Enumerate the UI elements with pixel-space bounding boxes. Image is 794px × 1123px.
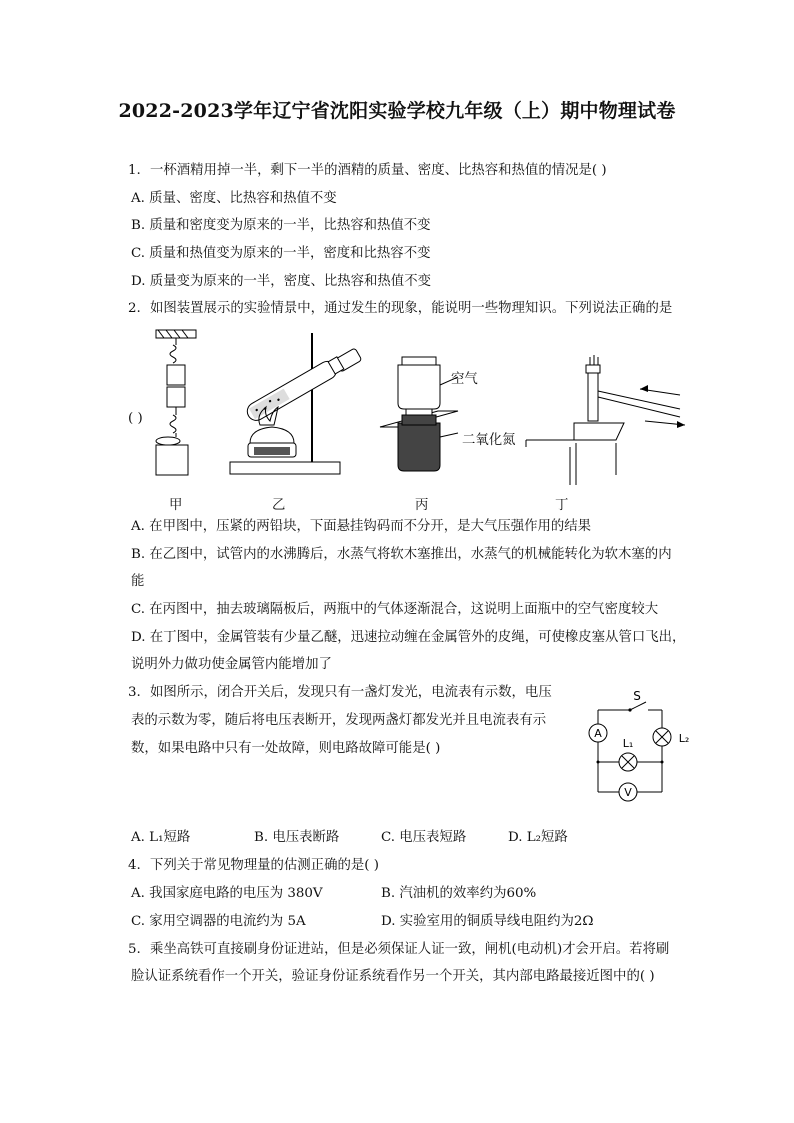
q2-option-b-cont: 能 xyxy=(131,574,145,589)
q4-stem-text: 下列关于常见物理量的估测正确的是( ) xyxy=(150,858,379,873)
no2-label: 二氧化氮 xyxy=(462,433,516,448)
q3-option-b: B. 电压表断路 xyxy=(254,830,340,845)
q3-stem-line-2: 表的示数为零，随后将电压表断开，发现两盏灯都发光并且电流表有示 xyxy=(131,713,547,728)
q3-stem-line-3: 数，如果电路中只有一处故障，则电路故障可能是( ) xyxy=(131,741,441,756)
q2-option-c: C. 在丙图中，抽去玻璃隔板后，两瓶中的气体逐渐混合，这说明上面瓶中的空气密度较大 xyxy=(131,602,659,617)
q3-stem-text-1: 如图所示，闭合开关后，发现只有一盏灯发光，电流表有示数，电压 xyxy=(150,685,552,700)
q5-stem-line-2: 脸认证系统看作一个开关，验证身份证系统看作另一个开关，其内部电路最接近图中的( ) xyxy=(131,969,655,984)
q2-option-d-cont: 说明外力做功使金属管内能增加了 xyxy=(131,657,332,672)
q3-option-c: C. 电压表短路 xyxy=(381,830,467,845)
q3-circuit-diagram xyxy=(580,684,700,804)
ammeter-label: A xyxy=(594,727,602,740)
q4-number: 4. xyxy=(128,858,141,873)
q1-stem-text: 一杯酒精用掉一半，剩下一半的酒精的质量、密度、比热容和热值的情况是( ) xyxy=(150,163,607,178)
q2-option-a: A. 在甲图中，压紧的两铅块，下面悬挂钩码而不分开，是大气压强作用的结果 xyxy=(131,519,592,534)
page-title: 2022-2023学年辽宁省沈阳实验学校九年级（上）期中物理试卷 xyxy=(118,100,676,122)
q3-stem-line-1 xyxy=(128,684,552,702)
q1-option-d: D. 质量变为原来的一半，密度、比热容和热值不变 xyxy=(131,274,431,289)
switch-label: S xyxy=(633,689,641,703)
q2-stem xyxy=(128,300,672,318)
fig-bing-bottles xyxy=(380,357,458,471)
q2-figure xyxy=(140,325,700,490)
fig-label-yi: 乙 xyxy=(272,498,286,513)
air-label: 空气 xyxy=(451,372,478,387)
q1-option-c: C. 质量和热值变为原来的一半，密度和比热容不变 xyxy=(131,246,431,261)
q4-option-b: B. 汽油机的效率约为60% xyxy=(381,886,537,901)
q1-stem xyxy=(128,162,607,180)
q2-option-d: D. 在丁图中，金属管装有少量乙醚，迅速拉动缠在金属管外的皮绳，可使橡皮塞从管口飞出， xyxy=(131,630,686,645)
q1-number: 1. xyxy=(128,163,141,178)
q5-number: 5. xyxy=(128,942,141,957)
q3-option-d: D. L₂短路 xyxy=(508,830,568,845)
q1-option-a: A. 质量、密度、比热容和热值不变 xyxy=(131,191,337,206)
q3-number: 3. xyxy=(128,685,141,700)
q1-option-b: B. 质量和密度变为原来的一半，比热容和热值不变 xyxy=(131,218,431,233)
q2-option-b: B. 在乙图中，试管内的水沸腾后，水蒸气将软木塞推出，水蒸气的机械能转化为软木塞的内 xyxy=(131,547,672,562)
fig-label-bing: 丙 xyxy=(415,498,429,513)
q5-stem-text-1: 乘坐高铁可直接刷身份证进站，但是必须保证人证一致，闸机(电动机)才会开启。若将刷 xyxy=(150,942,670,957)
lamp-l2-label: L₂ xyxy=(678,732,690,745)
fig-yi-test-tube xyxy=(230,333,362,474)
q5-stem-line-1 xyxy=(128,941,669,959)
q2-answer-paren: ( ) xyxy=(128,411,143,426)
voltmeter-label: V xyxy=(624,786,632,799)
fig-label-jia: 甲 xyxy=(169,498,183,513)
q4-stem xyxy=(128,857,379,875)
q4-option-d: D. 实验室用的铜质导线电阻约为2Ω xyxy=(381,914,594,929)
q2-stem-text: 如图装置展示的实验情景中，通过发生的现象，能说明一些物理知识。下列说法正确的是 xyxy=(150,301,673,316)
fig-label-ding: 丁 xyxy=(555,498,569,513)
fig-ding-metal-tube xyxy=(526,355,685,485)
fig-jia-lead-blocks xyxy=(156,330,196,475)
q2-number: 2. xyxy=(128,301,141,316)
q3-option-a: A. L₁短路 xyxy=(131,830,191,845)
q4-option-c: C. 家用空调器的电流约为 5A xyxy=(131,914,306,929)
q4-option-a: A. 我国家庭电路的电压为 380V xyxy=(131,886,323,901)
lamp-l1-label: L₁ xyxy=(622,737,634,750)
